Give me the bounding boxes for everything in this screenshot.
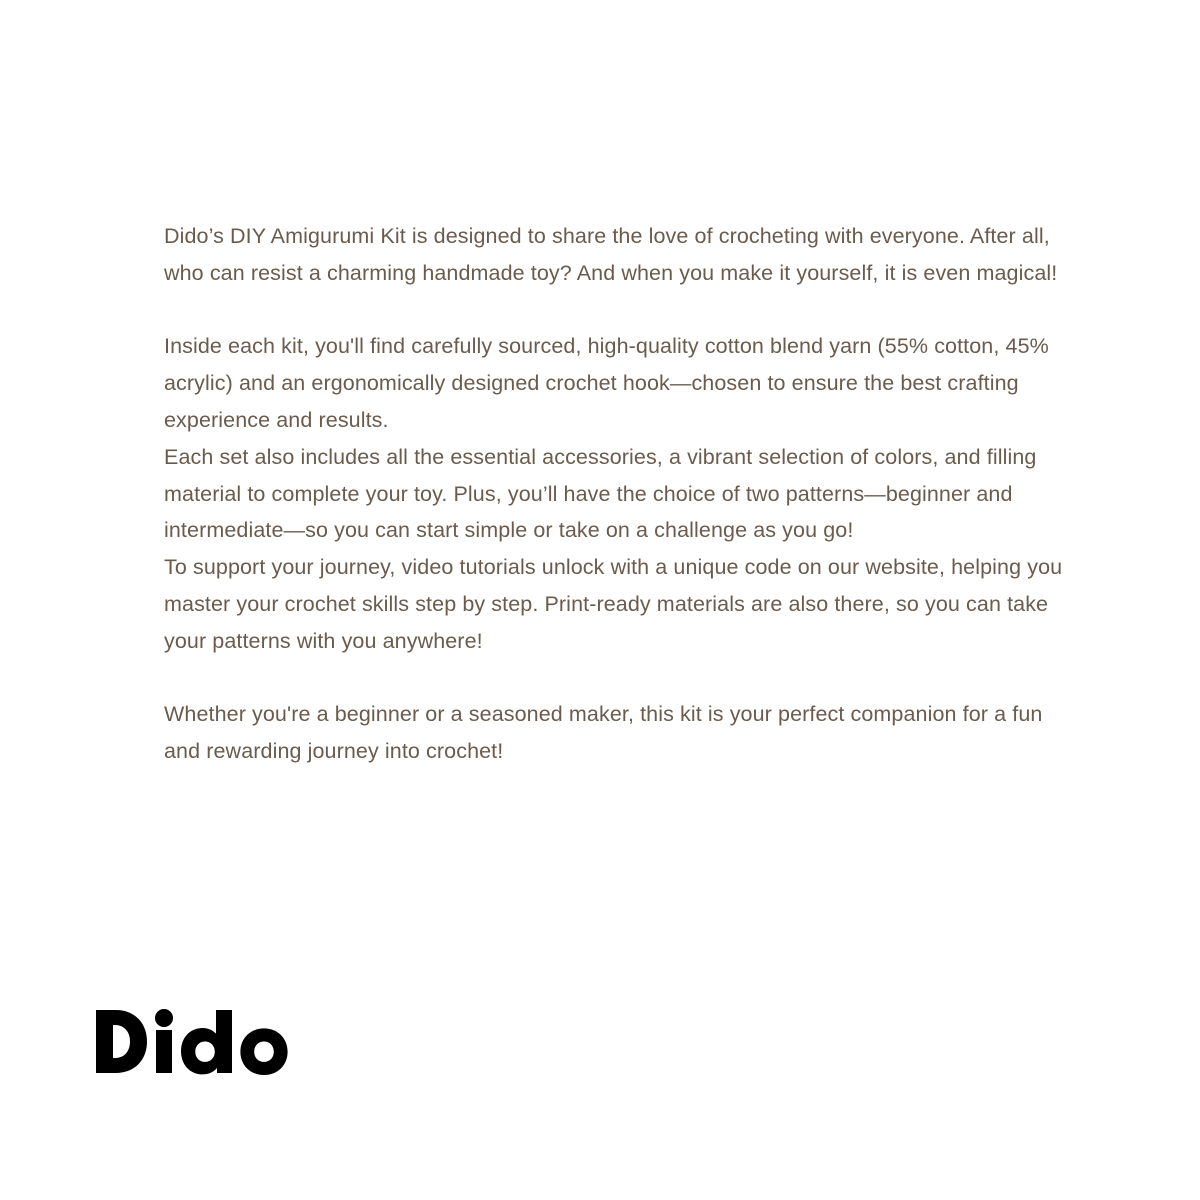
product-description-block [164,218,1084,770]
paragraph-intro: Dido’s DIY Amigurumi Kit is designed to share the love of crocheting with everyone. After all, who can resist a charming handmade toy? And when you make it yourself, it is even magical! [164,224,1058,285]
paragraph-closing: Whether you're a beginner or a seasoned maker, this kit is your perfect companion for a fun and rewarding journey into crochet! [164,702,1043,764]
paragraph-spacer [164,292,1084,329]
brand-logo [92,1008,292,1078]
paragraph-accessories: Each set also includes all the essential accessories, a vibrant selection of colors, and filling material to complete your toy. Plus, you’ll have the choice of two patterns—beginner and intermediate—so you can start simple or take on a challenge as you go! [164,444,1037,543]
paragraph-spacer-2 [164,660,1084,697]
paragraph-contents: Inside each kit, you'll find carefully sourced, high-quality cotton blend yarn (55% cotton, 45% acrylic) and an ergonomically designed crochet hook—chosen to ensure the best crafting experience and results. [164,334,1049,432]
paragraph-tutorials: To support your journey, video tutorials unlock with a unique code on our website, helping you master your crochet skills step by step. Print-ready materials are also there, so you can take your patterns with you anywhere! [164,555,1063,653]
